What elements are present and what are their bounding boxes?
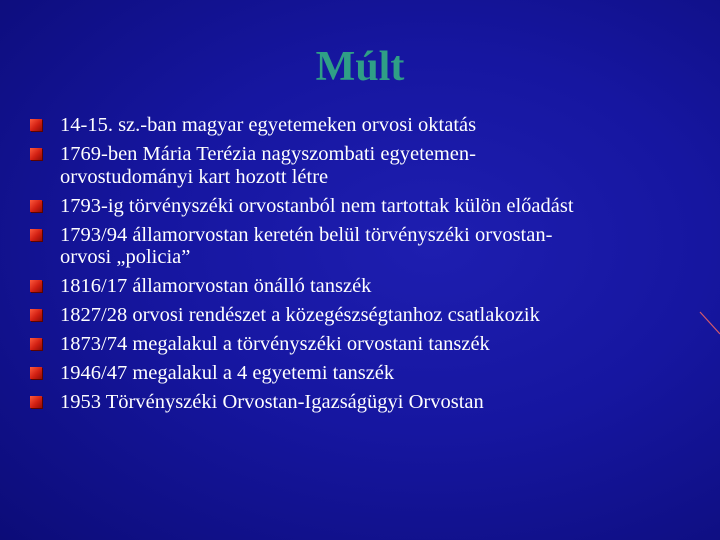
- bullet-list: [30, 114, 680, 420]
- bullet-item: [30, 114, 680, 137]
- bullet-text-continued: orvostudományi kart hozott létre: [60, 165, 329, 188]
- bullet-text: 1827/28 orvosi rendészet a közegészségtanhoz csatlakozik: [60, 304, 540, 326]
- bullet-item: [30, 362, 680, 385]
- bullet-text: 1873/74 megalakul a törvényszéki orvostani tanszék: [60, 333, 490, 355]
- bullet-item: [30, 391, 680, 414]
- square-bullet-icon: [30, 280, 42, 292]
- bullet-text: 14-15. sz.-ban magyar egyetemeken orvosi oktatás: [60, 114, 477, 136]
- bullet-item: [30, 143, 680, 188]
- bullet-item: [30, 195, 680, 218]
- bullet-text: 1769-ben Mária Terézia nagyszombati egyetemen-: [60, 143, 476, 165]
- bullet-item: [30, 224, 680, 269]
- square-bullet-icon: [30, 338, 42, 350]
- square-bullet-icon: [30, 119, 42, 131]
- square-bullet-icon: [30, 148, 42, 160]
- bullet-text: 1946/47 megalakul a 4 egyetemi tanszék: [60, 362, 395, 384]
- square-bullet-icon: [30, 367, 42, 379]
- square-bullet-icon: [30, 229, 42, 241]
- bullet-text: 1816/17 államorvostan önálló tanszék: [60, 275, 372, 297]
- square-bullet-icon: [30, 396, 42, 408]
- bullet-item: [30, 304, 680, 327]
- bullet-text: 1793-ig törvényszéki orvostanból nem tartottak külön előadást: [60, 194, 574, 217]
- bullet-item: [30, 333, 680, 356]
- bullet-text: 1953 Törvényszéki Orvostan-Igazságügyi Orvostan: [60, 391, 484, 413]
- bullet-item: [30, 275, 680, 298]
- square-bullet-icon: [30, 309, 42, 321]
- bullet-text-continued: orvosi „policia”: [60, 246, 191, 268]
- bullet-text: 1793/94 államorvostan keretén belül törvényszéki orvostan-: [60, 223, 553, 246]
- square-bullet-icon: [30, 200, 42, 212]
- slide-title: Múlt: [315, 44, 405, 90]
